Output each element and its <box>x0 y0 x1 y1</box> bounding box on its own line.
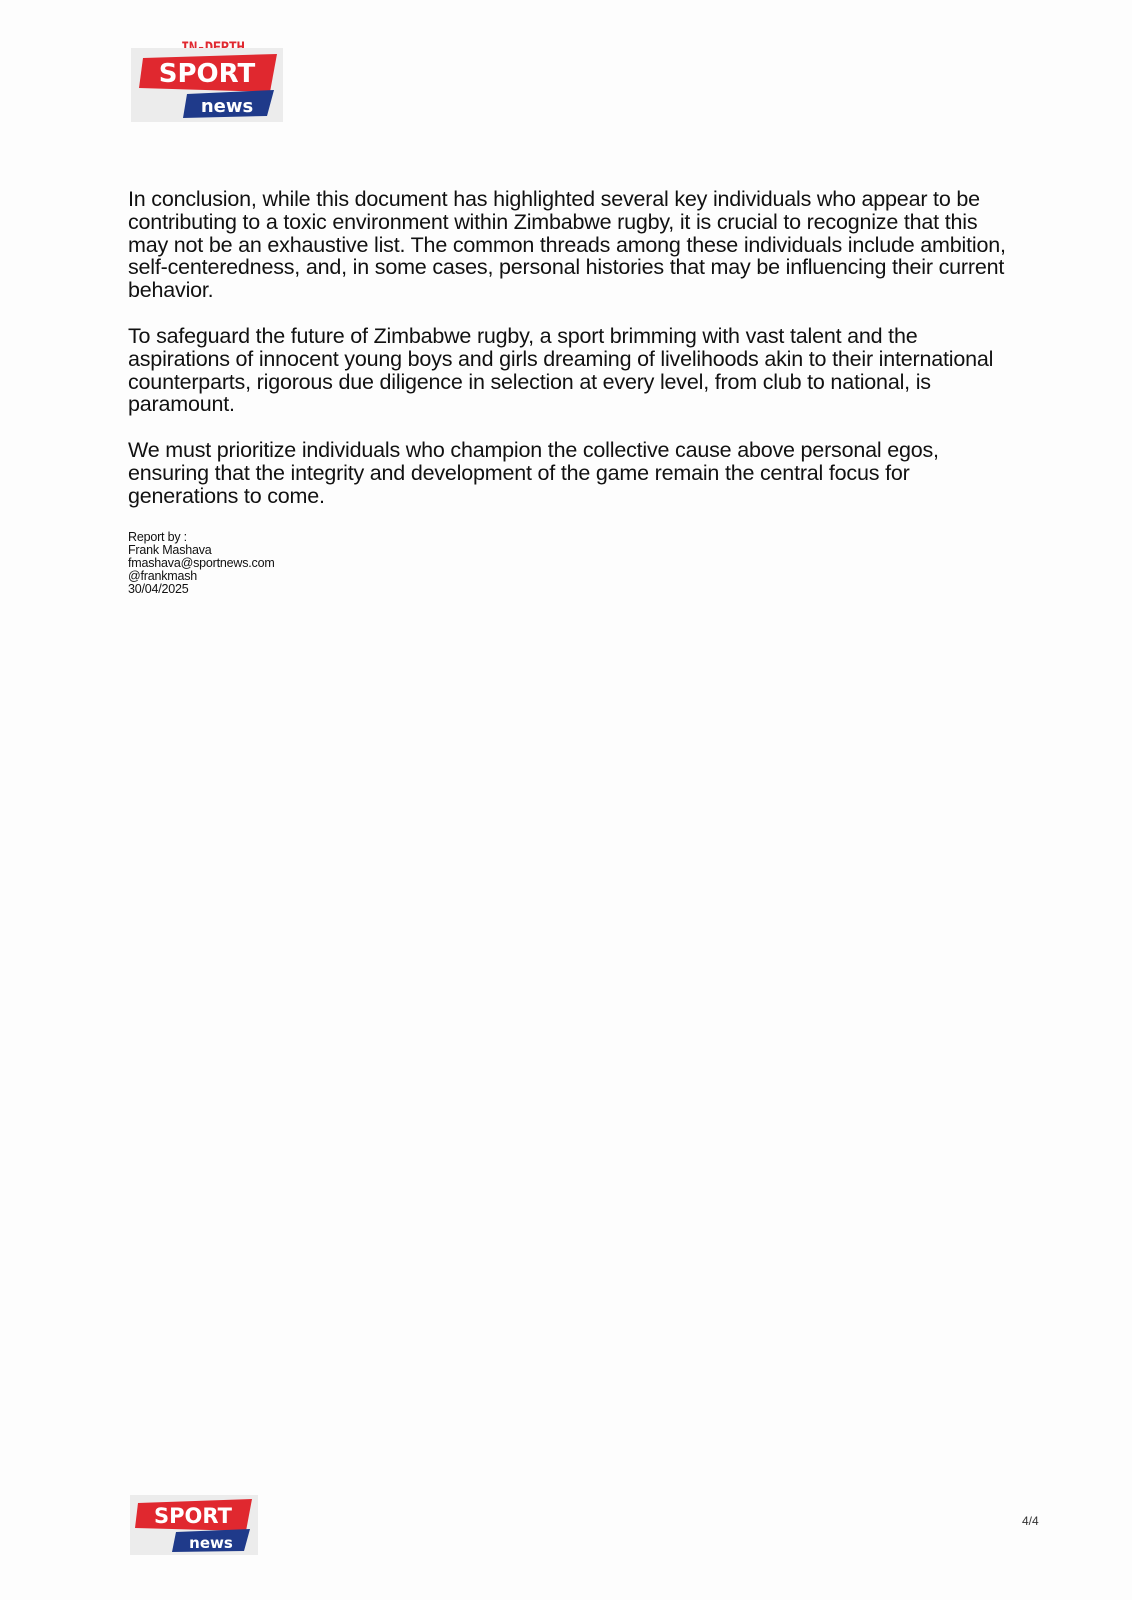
byline-author-name: Frank Mashava <box>128 542 212 557</box>
page-number: 4/4 <box>1022 1514 1039 1528</box>
byline-label: Report by : <box>128 529 187 544</box>
paragraph-safeguard: To safeguard the future of Zimbabwe rugby, a sport brimming with vast talent and the aspirations of innocent young boys and girls dreaming of livelihoods akin to their international counterparts, rigorous due diligence in selection at every level, from club to national, is paramount. <box>128 323 994 417</box>
document-body <box>128 188 1008 597</box>
byline <box>128 531 1008 597</box>
logo-word-news: news <box>200 96 254 117</box>
sport-news-logo <box>131 48 283 122</box>
paragraph-conclusion: In conclusion, while this document has highlighted several key individuals who appear to be contributing to a toxic environment within Zimbabwe rugby, it is crucial to recognize that this may not be an exhaustive list. The common threads among these individuals include ambition, self-centeredness, and, in some cases, personal histories that may be influencing their current behavior. <box>128 187 1006 303</box>
byline-handle: @frankmash <box>128 569 198 584</box>
byline-date: 30/04/2025 <box>128 582 189 597</box>
footer-logo-word-sport: SPORT <box>154 1504 232 1528</box>
byline-email: fmashava@sportnews.com <box>128 555 275 570</box>
paragraph-prioritize: We must prioritize individuals who champion the collective cause above personal egos, ensuring that the integrity and development of the game remain the central focus for generations to come. <box>128 438 939 508</box>
logo-word-sport: SPORT <box>158 59 256 89</box>
footer-sport-news-logo <box>130 1495 258 1555</box>
footer-logo-word-news: news <box>189 1534 233 1552</box>
